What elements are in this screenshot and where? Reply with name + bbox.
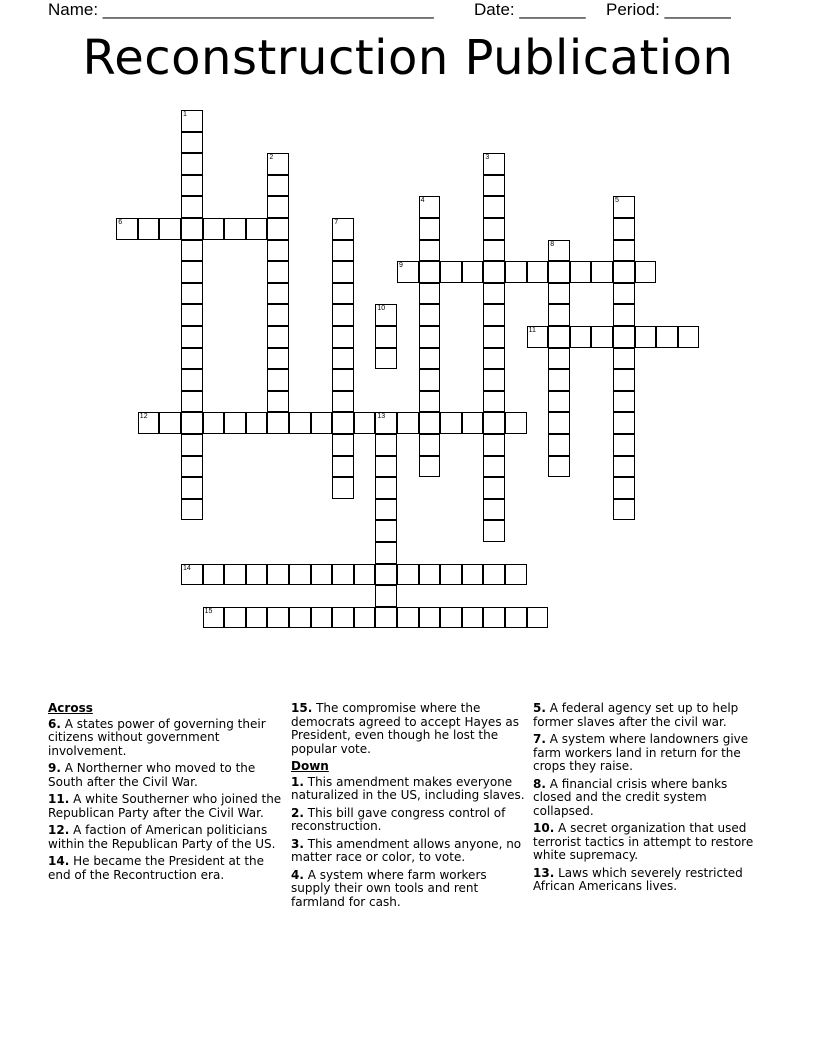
clue-number: 8 xyxy=(550,240,555,248)
crossword-cell[interactable] xyxy=(440,261,462,283)
crossword-cell[interactable] xyxy=(678,326,700,348)
crossword-cell[interactable] xyxy=(246,218,268,240)
crossword-cell[interactable] xyxy=(332,391,354,413)
crossword-cell[interactable] xyxy=(375,542,397,564)
crossword-cell[interactable] xyxy=(138,412,160,434)
crossword-cell[interactable] xyxy=(267,412,289,434)
crossword-cell[interactable] xyxy=(181,348,203,370)
crossword-cell[interactable] xyxy=(332,434,354,456)
down-clue: 13. Laws which severely restricted African Americans lives. xyxy=(533,865,743,893)
crossword-cell[interactable] xyxy=(483,304,505,326)
crossword-cell[interactable] xyxy=(267,196,289,218)
crossword-cell[interactable] xyxy=(246,607,268,629)
crossword-cell[interactable] xyxy=(267,326,289,348)
crossword-cell[interactable] xyxy=(181,391,203,413)
crossword-cell[interactable] xyxy=(181,240,203,262)
crossword-cell[interactable] xyxy=(613,348,635,370)
crossword-cell[interactable] xyxy=(267,607,289,629)
crossword-cell[interactable] xyxy=(375,520,397,542)
clue-number: 13 xyxy=(377,413,386,421)
crossword-cell[interactable] xyxy=(419,240,441,262)
crossword-cell[interactable] xyxy=(613,412,635,434)
clue-column-3 xyxy=(533,702,768,898)
crossword-cell[interactable] xyxy=(267,218,289,240)
crossword-cell[interactable] xyxy=(483,391,505,413)
crossword-cell[interactable] xyxy=(181,261,203,283)
crossword-cell[interactable] xyxy=(591,326,613,348)
crossword-cell[interactable] xyxy=(419,283,441,305)
crossword-cell[interactable] xyxy=(419,326,441,348)
clue-number: 7 xyxy=(334,219,339,226)
crossword-cell[interactable] xyxy=(548,369,570,391)
crossword-cell[interactable] xyxy=(635,326,657,348)
crossword-cell[interactable] xyxy=(483,175,505,197)
down-clue: 7. A system where landowners give farm workers land in return for the crops they raise. xyxy=(533,732,749,773)
crossword-cell[interactable] xyxy=(656,326,678,348)
crossword-cell[interactable] xyxy=(267,564,289,586)
down-clue: 2. This bill gave congress control of reconstruction. xyxy=(291,805,506,833)
crossword-cell[interactable] xyxy=(181,153,203,175)
crossword-cell[interactable] xyxy=(462,607,484,629)
crossword-cell[interactable] xyxy=(375,564,397,586)
crossword-cell[interactable] xyxy=(354,564,376,586)
clue-number: 4 xyxy=(420,197,425,205)
crossword-cell[interactable] xyxy=(613,369,635,391)
crossword-cell[interactable] xyxy=(181,304,203,326)
crossword-cell[interactable] xyxy=(332,304,354,326)
date-field[interactable]: Date: _______ xyxy=(474,0,586,19)
clue-column-2 xyxy=(291,702,526,913)
page-title: Reconstruction Publication xyxy=(82,30,734,86)
crossword-cell[interactable] xyxy=(548,261,570,283)
crossword-cell[interactable] xyxy=(483,196,505,218)
crossword-cell[interactable] xyxy=(419,391,441,413)
crossword-cell[interactable] xyxy=(246,412,268,434)
crossword-cell[interactable] xyxy=(613,326,635,348)
crossword-cell[interactable] xyxy=(354,412,376,434)
period-field[interactable]: Period: _______ xyxy=(606,0,731,19)
crossword-cell[interactable] xyxy=(419,607,441,629)
crossword-cell[interactable] xyxy=(181,110,203,132)
crossword-cell[interactable] xyxy=(332,564,354,586)
crossword-cell[interactable] xyxy=(397,564,419,586)
crossword-cell[interactable] xyxy=(548,412,570,434)
across-clue: 14. He became the President at the end of the Recontruction era. xyxy=(48,854,265,882)
crossword-cell[interactable] xyxy=(289,564,311,586)
down-clue: 4. A system where farm workers supply their own tools and rent farmland for cash. xyxy=(291,867,487,909)
crossword-cell[interactable] xyxy=(311,607,333,629)
crossword-cell[interactable] xyxy=(483,369,505,391)
crossword-cell[interactable] xyxy=(159,412,181,434)
crossword-cell[interactable] xyxy=(548,240,570,262)
down-clue: 3. This amendment allows anyone, no matter race or color, to vote. xyxy=(291,836,522,864)
crossword-cell[interactable] xyxy=(613,456,635,478)
crossword-cell[interactable] xyxy=(483,499,505,521)
crossword-cell[interactable] xyxy=(224,564,246,586)
crossword-cell[interactable] xyxy=(462,412,484,434)
crossword-cell[interactable] xyxy=(375,326,397,348)
across-heading: Across xyxy=(48,701,93,715)
crossword-cell[interactable] xyxy=(419,261,441,283)
crossword-cell[interactable] xyxy=(419,304,441,326)
crossword-cell[interactable] xyxy=(483,218,505,240)
crossword-cell[interactable] xyxy=(267,240,289,262)
crossword-cell[interactable] xyxy=(613,240,635,262)
crossword-cell[interactable] xyxy=(613,196,635,218)
crossword-cell[interactable] xyxy=(267,283,289,305)
crossword-cell[interactable] xyxy=(548,326,570,348)
crossword-cell[interactable] xyxy=(440,607,462,629)
clue-number: 11 xyxy=(528,327,536,334)
crossword-cell[interactable] xyxy=(397,412,419,434)
crossword-cell[interactable] xyxy=(267,391,289,413)
clue-column-1 xyxy=(48,702,283,886)
crossword-cell[interactable] xyxy=(203,218,225,240)
crossword-cell[interactable] xyxy=(397,261,419,283)
crossword-cell[interactable] xyxy=(375,348,397,370)
crossword-cell[interactable] xyxy=(483,261,505,283)
crossword-cell[interactable] xyxy=(181,283,203,305)
crossword-cell[interactable] xyxy=(332,326,354,348)
crossword-cell[interactable] xyxy=(483,564,505,586)
crossword-cell[interactable] xyxy=(483,326,505,348)
crossword-cell[interactable] xyxy=(181,456,203,478)
crossword-cell[interactable] xyxy=(267,348,289,370)
crossword-cell[interactable] xyxy=(483,153,505,175)
crossword-cell[interactable] xyxy=(181,477,203,499)
crossword-cell[interactable] xyxy=(505,564,527,586)
crossword-cell[interactable] xyxy=(505,412,527,434)
clue-number: 5 xyxy=(615,197,619,205)
crossword-cell[interactable] xyxy=(224,607,246,629)
clue-number: 1 xyxy=(183,111,187,118)
crossword-cell[interactable] xyxy=(548,348,570,370)
crossword-cell[interactable] xyxy=(570,326,592,348)
crossword-cell[interactable] xyxy=(159,218,181,240)
crossword-cell[interactable] xyxy=(505,607,527,629)
crossword-cell[interactable] xyxy=(267,304,289,326)
across-clue: 9. A Northerner who moved to the South after the Civil War. xyxy=(48,761,256,789)
crossword-cell[interactable] xyxy=(375,499,397,521)
crossword-cell[interactable] xyxy=(462,261,484,283)
clue-number: 15 xyxy=(204,607,213,615)
crossword-cell[interactable] xyxy=(181,499,203,521)
crossword-cell[interactable] xyxy=(332,348,354,370)
crossword-cell[interactable] xyxy=(419,564,441,586)
crossword-cell[interactable] xyxy=(613,218,635,240)
crossword-cell[interactable] xyxy=(116,218,138,240)
crossword-cell[interactable] xyxy=(375,456,397,478)
crossword-cell[interactable] xyxy=(203,412,225,434)
crossword-cell[interactable] xyxy=(527,261,549,283)
crossword-cell[interactable] xyxy=(483,283,505,305)
crossword-cell[interactable] xyxy=(483,240,505,262)
clue-number: 2 xyxy=(269,154,274,162)
crossword-cell[interactable] xyxy=(419,218,441,240)
crossword-cell[interactable] xyxy=(267,175,289,197)
crossword-cell[interactable] xyxy=(267,153,289,175)
crossword-cell[interactable] xyxy=(483,520,505,542)
crossword-cell[interactable] xyxy=(419,456,441,478)
crossword-cell[interactable] xyxy=(246,564,268,586)
clue-number: 6 xyxy=(118,219,123,226)
crossword-cell[interactable] xyxy=(613,261,635,283)
crossword-cell[interactable] xyxy=(311,412,333,434)
crossword-cell[interactable] xyxy=(527,326,549,348)
crossword-cell[interactable] xyxy=(440,412,462,434)
crossword-cell[interactable] xyxy=(224,412,246,434)
crossword-cell[interactable] xyxy=(332,456,354,478)
clue-number: 9 xyxy=(399,262,403,270)
clue-number: 3 xyxy=(485,154,490,162)
crossword-cell[interactable] xyxy=(181,218,203,240)
crossword-cell[interactable] xyxy=(375,412,397,434)
crossword-cell[interactable] xyxy=(332,240,354,262)
clue-number: 14 xyxy=(183,564,191,572)
crossword-cell[interactable] xyxy=(332,477,354,499)
down-clue: 5. A federal agency set up to help former slaves after the civil war. xyxy=(533,701,739,729)
crossword-cell[interactable] xyxy=(419,412,441,434)
crossword-cell[interactable] xyxy=(483,456,505,478)
crossword-cell[interactable] xyxy=(181,434,203,456)
crossword-cell[interactable] xyxy=(613,477,635,499)
crossword-cell[interactable] xyxy=(181,412,203,434)
crossword-cell[interactable] xyxy=(203,564,225,586)
down-clue: 1. This amendment makes everyone naturalized in the US, including slaves. xyxy=(291,774,525,802)
crossword-cell[interactable] xyxy=(267,369,289,391)
down-heading: Down xyxy=(291,759,329,773)
crossword-cell[interactable] xyxy=(419,369,441,391)
crossword-cell[interactable] xyxy=(138,218,160,240)
crossword-cell[interactable] xyxy=(548,283,570,305)
crossword-cell[interactable] xyxy=(375,434,397,456)
crossword-cell[interactable] xyxy=(181,175,203,197)
crossword-cell[interactable] xyxy=(548,304,570,326)
crossword-cell[interactable] xyxy=(613,434,635,456)
crossword-cell[interactable] xyxy=(419,348,441,370)
crossword-cell[interactable] xyxy=(613,391,635,413)
crossword-cell[interactable] xyxy=(548,456,570,478)
crossword-cell[interactable] xyxy=(505,261,527,283)
crossword-cell[interactable] xyxy=(332,218,354,240)
crossword-cell[interactable] xyxy=(181,326,203,348)
down-clue: 8. A financial crisis where banks closed and the credit system collapsed. xyxy=(533,776,728,818)
crossword-cell[interactable] xyxy=(289,607,311,629)
crossword-cell[interactable] xyxy=(440,564,462,586)
crossword-cell[interactable] xyxy=(224,218,246,240)
name-field[interactable]: Name: ___________________________________ xyxy=(48,0,434,19)
crossword-cell[interactable] xyxy=(635,261,657,283)
crossword-cell[interactable] xyxy=(397,607,419,629)
crossword-cell[interactable] xyxy=(311,564,333,586)
across-clue: 12. A faction of American politicians within the Republican Party of the US. xyxy=(48,823,276,851)
crossword-cell[interactable] xyxy=(181,369,203,391)
crossword-cell[interactable] xyxy=(181,132,203,154)
crossword-cell[interactable] xyxy=(613,499,635,521)
crossword-cell[interactable] xyxy=(332,369,354,391)
down-clue: 10. A secret organization that used terrorist tactics in attempt to restore white supremacy. xyxy=(533,821,754,862)
crossword-cell[interactable] xyxy=(375,304,397,326)
crossword-cell[interactable] xyxy=(289,412,311,434)
crossword-cell[interactable] xyxy=(462,564,484,586)
across-clue: 11. A white Southerner who joined the Republican Party after the Civil War. xyxy=(48,792,282,820)
crossword-cell[interactable] xyxy=(570,261,592,283)
crossword-cell[interactable] xyxy=(332,607,354,629)
crossword-cell[interactable] xyxy=(419,196,441,218)
crossword-cell[interactable] xyxy=(332,283,354,305)
crossword-cell[interactable] xyxy=(483,477,505,499)
crossword-cell[interactable] xyxy=(483,348,505,370)
crossword-cell[interactable] xyxy=(332,261,354,283)
across-clue: 6. A states power of governing their citizens without government involvement. xyxy=(48,716,266,758)
crossword-cell[interactable] xyxy=(591,261,613,283)
crossword-cell[interactable] xyxy=(483,607,505,629)
crossword-cell[interactable] xyxy=(332,412,354,434)
crossword-cell[interactable] xyxy=(375,585,397,607)
crossword-cell[interactable] xyxy=(483,434,505,456)
across-clue: 15. The compromise where the democrats agreed to accept Hayes as President, even though he lost the popular vote. xyxy=(291,701,519,756)
crossword-cell[interactable] xyxy=(181,196,203,218)
crossword-cell[interactable] xyxy=(267,261,289,283)
clue-number: 12 xyxy=(139,413,148,421)
crossword-cell[interactable] xyxy=(548,391,570,413)
crossword-cell[interactable] xyxy=(181,564,203,586)
crossword-cell[interactable] xyxy=(527,607,549,629)
crossword-cell[interactable] xyxy=(613,283,635,305)
crossword-cell[interactable] xyxy=(483,412,505,434)
crossword-cell[interactable] xyxy=(375,607,397,629)
crossword-cell[interactable] xyxy=(375,477,397,499)
crossword-cell[interactable] xyxy=(354,607,376,629)
crossword-cell[interactable] xyxy=(419,434,441,456)
crossword-cell[interactable] xyxy=(548,434,570,456)
crossword-cell[interactable] xyxy=(203,607,225,629)
crossword-cell[interactable] xyxy=(613,304,635,326)
clue-number: 10 xyxy=(377,305,386,313)
